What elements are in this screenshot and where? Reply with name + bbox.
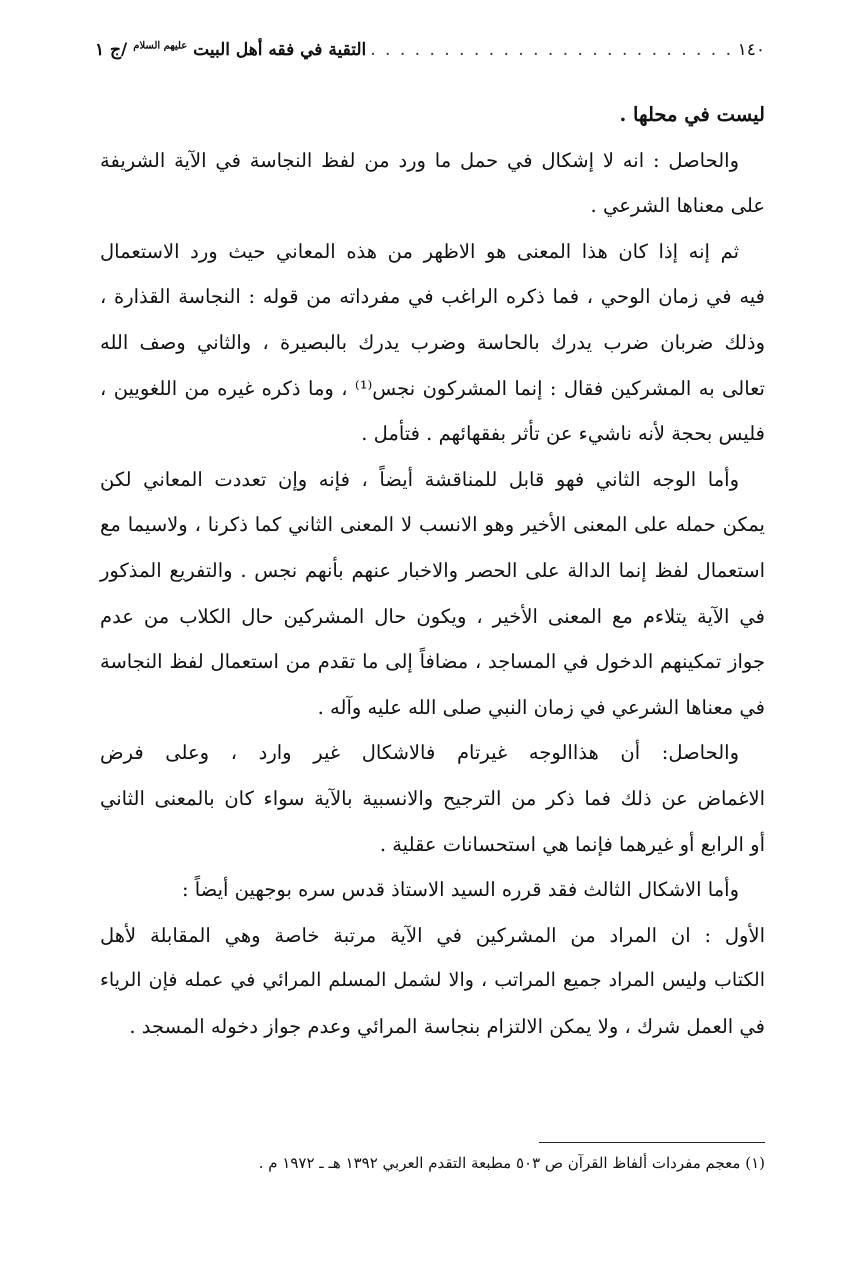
text-line: والحاصل: أن هذاالوجه غيرتام فالاشكال غير وارد ، وعلى فرض	[100, 741, 739, 765]
text-line: ثم إنه إذا كان هذا المعنى هو الاظهر من هذه المعاني حيث ورد الاستعمال	[100, 239, 739, 263]
text-line: وذلك ضربان ضرب يدرك بالحاسة وضرب يدرك بالبصيرة ، والثاني وصف الله	[100, 330, 765, 354]
text-line: في الآية يتلاءم مع المعنى الأخير ، ويكون حال المشركين حال الكلاب من عدم	[100, 604, 765, 628]
footnote: (١) معجم مفردات ألفاظ القرآن ص ٥٠٣ مطبعة التقدم العربي ١٣٩٢ هـ ـ ١٩٧٢ م .	[258, 1154, 765, 1172]
text-line: ليست في محلها .	[619, 103, 765, 126]
text-line: استعمال لفظ إنما الدالة على الحصر والاخبار عنهم بأنهم نجس . والتفريع المذكور	[100, 558, 765, 582]
volume-label: /ج ١	[95, 40, 128, 60]
text-line: الأول : ان المراد من المشركين في الآية مرتبة خاصة وهي المقابلة لأهل	[100, 923, 765, 947]
text-line: الاغماض عن ذلك فما ذكر من الترجيح والانسبية بالآية سواء كان بالمعنى الثاني	[100, 786, 765, 810]
book-title: التقية في فقه أهل البيت $^{عليهم السلام}$	[133, 40, 367, 60]
text-line: الكتاب وليس المراد جميع المراتب ، والا لشمل المسلم المرائي في عمله فإن الرياء	[100, 969, 765, 992]
text-line: جواز تمكينهم الدخول في المساجد ، مضافاً إلى ما تقدم من استعمال لفظ النجاسة	[100, 650, 765, 674]
leader-dots	[370, 40, 731, 60]
text-line: أو الرابع أو غيرهما فإنما هي استحسانات عقلية .	[379, 832, 765, 856]
honorific-glyph: عليهم السلام	[133, 40, 188, 52]
running-header	[95, 40, 765, 70]
text-line: في العمل شرك ، ولا يمكن الالتزام بنجاسة المرائي وعدم جواز دخوله المسجد .	[129, 1014, 765, 1038]
text-line: والحاصل : انه لا إشكال في حمل ما ورد من لفظ النجاسة في الآية الشريفة	[100, 148, 739, 172]
main-text	[100, 92, 765, 1049]
text-line: وأما الاشكال الثالث فقد قرره السيد الاستاذ قدس سره بوجهين أيضاً :	[181, 878, 739, 902]
text-line: وأما الوجه الثاني فهو قابل للمناقشة أيضاً ، فإنه وإن تعددت المعاني لكن	[100, 467, 739, 491]
footnote-separator	[539, 1142, 765, 1143]
text-line: فليس بحجة لأنه ناشيء عن تأثر بفقهائهم . فتأمل .	[361, 422, 765, 446]
text-line: تعالى به المشركين فقال : إنما المشركون نجس⁽¹⁾ ، وما ذكره غيره من اللغويين ،	[100, 376, 765, 400]
text-line: يمكن حمله على المعنى الأخير وهو الانسب لا المعنى الثاني كما ذكرنا ، ولاسيما مع	[100, 513, 765, 537]
text-line: في معناها الشرعي في زمان النبي صلى الله عليه وآله .	[317, 695, 765, 719]
text-line: على معناها الشرعي .	[590, 194, 765, 218]
page-number: ١٤٠	[737, 40, 765, 60]
text-line: فيه في زمان الوحي ، فما ذكره الراغب في مفرداته من قوله : النجاسة القذارة ،	[100, 285, 765, 309]
